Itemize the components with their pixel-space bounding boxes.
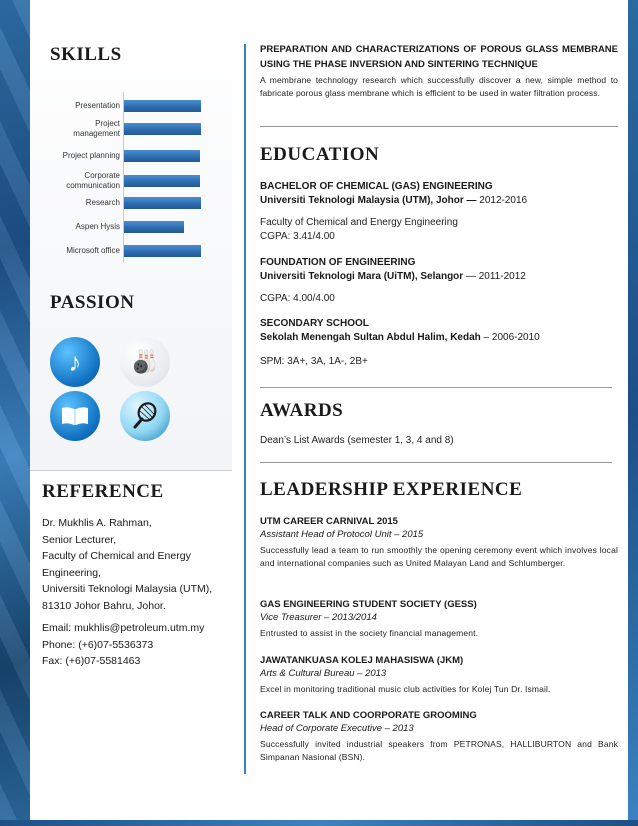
skill-bar: [124, 221, 184, 233]
skill-label: Presentation: [75, 101, 120, 110]
right-blue-frame: [628, 0, 638, 826]
education-years: — 2011-2012: [463, 271, 526, 282]
section-divider: [260, 462, 612, 463]
leadership-org: JAWATANKUASA KOLEJ MAHASISWA (JKM): [260, 655, 464, 666]
skill-label: Corporate communication: [66, 171, 120, 190]
skill-label: Microsoft office: [66, 246, 120, 255]
skill-row: [50, 95, 210, 117]
education-institution-line: [260, 331, 618, 345]
skill-bar-track: [124, 100, 208, 112]
education-entry: [260, 180, 618, 244]
skill-bar-track: [124, 175, 208, 187]
skill-bar-track: [124, 245, 208, 257]
book-glyph: [60, 405, 90, 427]
leadership-entry: [260, 598, 618, 640]
column-divider-line: [244, 44, 246, 774]
leadership-org: UTM CAREER CARNIVAL 2015: [260, 516, 398, 527]
skill-bar: [124, 245, 201, 257]
section-divider: [260, 126, 618, 127]
education-detail: Faculty of Chemical and Energy Engineering: [260, 217, 458, 228]
skill-bar-track: [124, 221, 208, 233]
education-detail: CGPA: 3.41/4.00: [260, 231, 335, 242]
awards-text: Dean’s List Awards (semester 1, 3, 4 and 8): [260, 435, 454, 446]
education-institution: Universiti Teknologi Malaysia (UTM), Johor —: [260, 195, 477, 206]
badminton-icon: [120, 391, 170, 441]
reference-fax: Fax: (+6)07-5581463: [42, 655, 141, 667]
education-entry: [260, 317, 618, 369]
skill-row: [50, 192, 210, 214]
leadership-description: Excel in monitoring traditional music club activities for Kolej Tun Dr. Ismail.: [260, 684, 551, 694]
project-title: PREPARATION AND CHARACTERIZATIONS OF POROUS GLASS MEMBRANE USING THE PHASE INVERSION AND SINTERING TECHNIQUE: [260, 44, 618, 70]
leadership-entry: [260, 515, 618, 569]
skill-bar-track: [124, 150, 208, 162]
skill-label: Research: [85, 198, 120, 207]
skill-label: Project management: [73, 119, 120, 138]
education-years: – 2006-2010: [480, 332, 540, 343]
leadership-entry: [260, 709, 618, 763]
skill-row: [50, 240, 210, 262]
education-institution: Universiti Teknologi Mara (UiTM), Selangor: [260, 271, 464, 282]
education-institution: Sekolah Menengah Sultan Abdul Halim, Kedah: [260, 332, 481, 343]
education-entry: [260, 256, 618, 306]
leadership-heading: LEADERSHIP EXPERIENCE: [260, 479, 523, 500]
skill-row: [50, 145, 210, 167]
leadership-description: Successfully invited industrial speakers from PETRONAS, HALLIBURTON and Bank Simpanan Nasional (BSN).: [260, 739, 618, 762]
reference-line: Universiti Teknologi Malaysia (UTM),: [42, 583, 213, 595]
reference-heading: REFERENCE: [42, 481, 164, 502]
leadership-org: GAS ENGINEERING STUDENT SOCIETY (GESS): [260, 599, 477, 610]
skill-bar: [124, 123, 201, 135]
education-heading: EDUCATION: [260, 144, 380, 165]
bottom-blue-frame: [0, 820, 638, 826]
education-degree: SECONDARY SCHOOL: [260, 318, 369, 329]
leadership-org: CAREER TALK AND COORPORATE GROOMING: [260, 710, 477, 721]
reference-line: Senior Lecturer,: [42, 533, 117, 546]
skill-row: [50, 170, 210, 192]
leadership-role: Arts & Cultural Bureau – 2013: [260, 668, 387, 679]
leadership-role: Head of Corporate Executive – 2013: [260, 723, 414, 734]
skill-bar: [124, 197, 201, 209]
education-degree: FOUNDATION OF ENGINEERING: [260, 257, 416, 268]
left-blue-frame: [0, 0, 30, 826]
reference-line: Engineering,: [42, 566, 101, 579]
skill-row: [50, 118, 210, 140]
education-institution-line: [260, 194, 618, 208]
music-note-icon: ♪: [50, 337, 100, 387]
left-divider: [30, 470, 232, 471]
skills-heading: SKILLS: [50, 44, 122, 65]
leadership-description: Successfully lead a team to run smoothly the opening ceremony event which involves local and international companies such as United Malayan Land and Schlumberger.: [260, 545, 618, 568]
leadership-role: Vice Treasurer – 2013/2014: [260, 612, 377, 623]
racket-glyph: [130, 401, 160, 431]
education-degree: BACHELOR OF CHEMICAL (GAS) ENGINEERING: [260, 181, 493, 192]
section-divider: [260, 387, 612, 388]
reference-phone: Phone: (+6)07-5536373: [42, 638, 154, 651]
education-institution-line: [260, 270, 618, 284]
leadership-role: Assistant Head of Protocol Unit – 2015: [260, 529, 424, 540]
skill-bar: [124, 100, 201, 112]
skill-row: [50, 216, 210, 238]
skill-bar: [124, 150, 200, 162]
skill-bar: [124, 175, 200, 187]
leadership-entry: [260, 654, 618, 696]
reference-email: Email: mukhlis@petroleum.utm.my: [42, 622, 205, 634]
education-detail: SPM: 3A+, 3A, 1A-, 2B+: [260, 356, 368, 367]
bowling-icon: 🎳: [120, 337, 170, 387]
skill-label: Aspen Hysis: [75, 222, 120, 231]
awards-heading: AWARDS: [260, 400, 344, 421]
leadership-description: Entrusted to assist in the society financial management.: [260, 628, 479, 638]
reference-contact: [42, 620, 232, 670]
reference-line: Dr. Mukhlis A. Rahman,: [42, 517, 152, 529]
reference-line: Faculty of Chemical and Energy: [42, 550, 191, 562]
education-years: 2012-2016: [476, 195, 528, 206]
passion-heading: PASSION: [50, 292, 135, 313]
skill-bar-track: [124, 123, 208, 135]
project-description: A membrane technology research which successfully discover a new, simple method to fabricate porous glass membrane which is efficient to be used in water filtration process.: [260, 75, 618, 98]
skill-bar-track: [124, 197, 208, 209]
reference-address: [42, 515, 232, 614]
reference-line: 81310 Johor Bahru, Johor.: [42, 599, 166, 612]
education-detail: CGPA: 4.00/4.00: [260, 293, 335, 304]
skill-label: Project planning: [62, 151, 120, 160]
book-icon: [50, 391, 100, 441]
